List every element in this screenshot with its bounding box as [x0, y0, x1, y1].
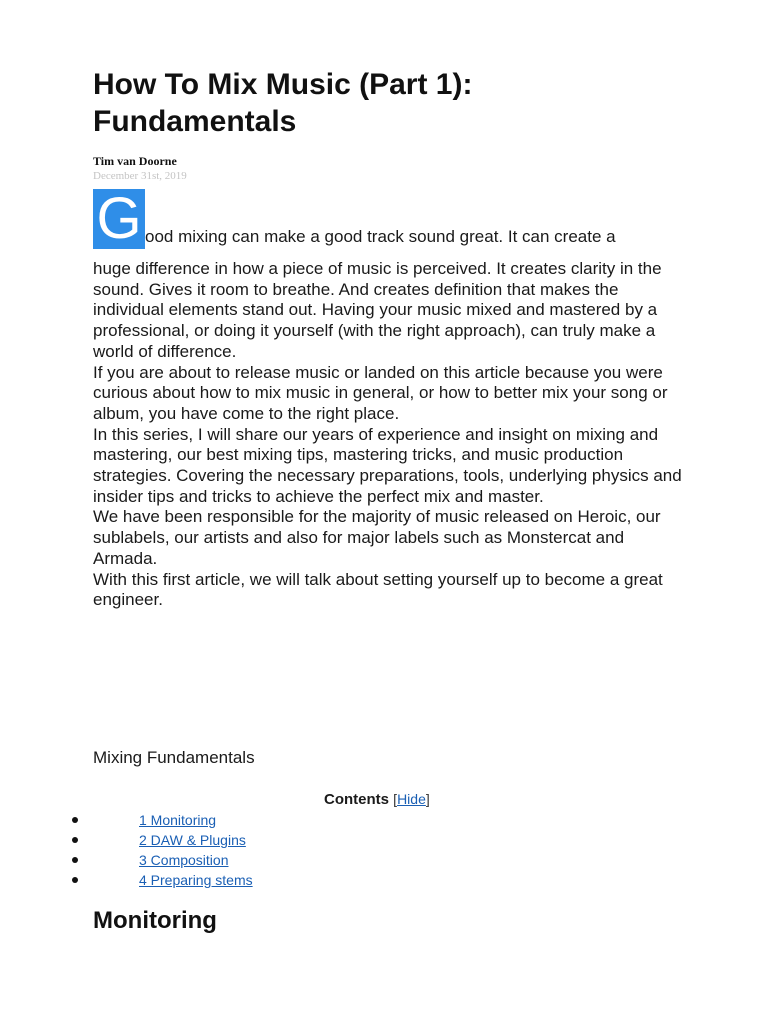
paragraph: If you are about to release music or landed on this article because you were curious about how to mix music in general, or how to better mix your song or album, you have come to the right place. — [93, 362, 668, 423]
bracket-close: ] — [425, 791, 430, 807]
toc-item — [0, 830, 768, 850]
bracket-open: [ — [393, 791, 398, 807]
toc-header — [324, 789, 430, 810]
article-title: How To Mix Music (Part 1): Fundamentals — [93, 68, 473, 138]
toc-hide-link[interactable]: Hide — [397, 791, 426, 807]
toc-list — [0, 810, 768, 890]
toc-link-composition[interactable]: 3 Composition — [139, 852, 229, 868]
paragraph: With this first article, we will talk about setting yourself up to become a great engineer. — [93, 569, 663, 610]
toc-link-monitoring[interactable]: 1 Monitoring — [139, 812, 217, 828]
lead-rest: huge difference in how a piece of music is perceived. It creates clarity in the sound. Gives it room to breathe. And creates definition that makes the individual elements stand out. Having your music mixed and mastered by a professional, or doing it yourself (with the right approach), can truly make a world of difference. — [93, 259, 662, 361]
paragraph: In this series, I will share our years of experience and insight on mixing and mastering, our best mixing tips, mastering tricks, and music production strategies. Covering the necessary preparations, tools, underlying physics and insider tips and tricks to achieve the perfect mix and master. — [93, 424, 682, 506]
toc-hide-wrapper — [393, 791, 430, 807]
bullet-icon — [72, 877, 78, 883]
lead-paragraph — [93, 186, 683, 363]
toc-item — [0, 870, 768, 890]
bullet-icon — [72, 837, 78, 843]
lead-first-line: ood mixing can make a good track sound great. It can create a — [145, 227, 616, 246]
toc-link-daw-plugins[interactable]: 2 DAW & Plugins — [139, 832, 246, 848]
author-name: Tim van Doorne — [93, 154, 177, 168]
toc-item — [0, 850, 768, 870]
section-heading-monitoring: Monitoring — [93, 907, 217, 934]
paragraph: We have been responsible for the majority of music released on Heroic, our sublabels, our artists and also for major labels such as Monstercat and Armada. — [93, 507, 661, 568]
drop-cap: G — [93, 189, 145, 249]
bullet-icon — [72, 817, 78, 823]
article — [93, 0, 683, 934]
toc-link-preparing-stems[interactable]: 4 Preparing stems — [139, 872, 253, 888]
publish-date: December 31st, 2019 — [93, 170, 187, 182]
toc-item — [0, 810, 768, 830]
bullet-icon — [72, 857, 78, 863]
section-label: Mixing Fundamentals — [93, 748, 255, 767]
toc-title: Contents — [324, 791, 389, 808]
